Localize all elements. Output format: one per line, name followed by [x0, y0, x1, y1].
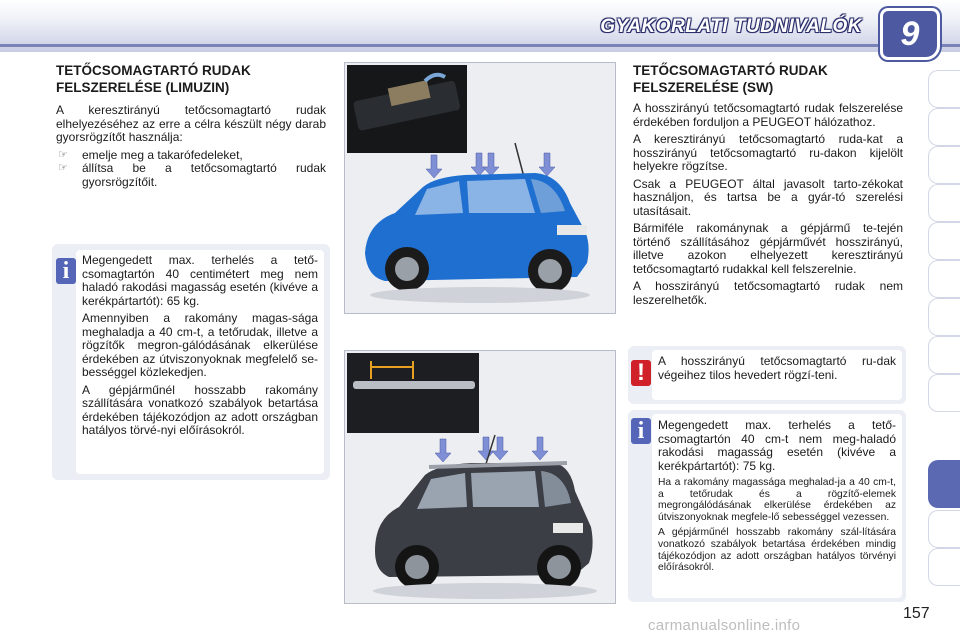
- bullet-item: [56, 162, 326, 189]
- warning-icon: !: [631, 360, 651, 386]
- chapter-tabs: [928, 70, 960, 615]
- section-title-line: FELSZERELÉSE (LIMUZIN): [56, 80, 230, 95]
- page-number: 157: [903, 605, 930, 622]
- limuzin-instructions: [56, 104, 326, 189]
- intro-paragraph: A keresztirányú tetőcsomagtartó rudak elhelyezéséhez az erre a célra készült négy darab gyorsrögzítőt használja:: [56, 103, 326, 144]
- bullet-item: [56, 149, 326, 163]
- sw-instructions: [633, 102, 903, 311]
- watermark: carmanualsonline.info: [648, 617, 801, 634]
- header-divider: [0, 44, 960, 47]
- chapter-tab[interactable]: [928, 70, 960, 108]
- chapter-tab[interactable]: [928, 336, 960, 374]
- chapter-tab[interactable]: [928, 298, 960, 336]
- chapter-tab[interactable]: [928, 184, 960, 222]
- chapter-title: GYAKORLATI TUDNIVALÓK: [600, 16, 862, 37]
- chapter-tab[interactable]: [928, 374, 960, 412]
- photo-sw-roof-bars: [344, 350, 616, 604]
- chapter-tab[interactable]: [928, 222, 960, 260]
- body-paragraph: Bármiféle rakománynak a gépjármű te-tején történő szállításához gépjárművét hosszirányú, illetve azokon elhelyezett keresztirányú tetőcsomagtartó rudakkal kell felszerelnie.: [633, 221, 903, 276]
- info-icon: i: [56, 258, 76, 284]
- section-title-line: TETŐCSOMAGTARTÓ RUDAK: [56, 63, 251, 78]
- note-paragraph: A gépjárműnél hosszabb rakomány szállítására vonatkozó szabályok betartása érdekében tájékozódjon az adott országban hatályos törvé-nyi előírásokról.: [82, 382, 318, 437]
- chapter-tab[interactable]: [928, 510, 960, 548]
- body-paragraph: A hosszirányú tetőcsomagtartó rudak felszerelése érdekében forduljon a PEUGEOT hálózathoz.: [633, 101, 903, 129]
- body-paragraph: A hosszirányú tetőcsomagtartó rudak nem leszerelhetők.: [633, 279, 903, 307]
- note-paragraph-small: Ha a rakomány magassága meghalad-ja a 40 cm-t, a tetőrudak és a rögzítő-elemek megrongálódásának elkerülése érdekében az útviszonyoknak megfele-lő sebességgel vezessen.: [658, 477, 896, 523]
- note-paragraph: Megengedett max. terhelés a tető-csomagtartón 40 centimétert meg nem haladó rakodási magasság esetén (kivéve a kerékpártartót): 65 kg.: [82, 253, 318, 308]
- chapter-tab[interactable]: [928, 548, 960, 586]
- body-paragraph: A keresztirányú tetőcsomagtartó ruda-kat a hosszirányú tetőcsomagtartó ru-dakon kijelölt helyekre rögzítse.: [633, 132, 903, 173]
- chapter-tab[interactable]: [928, 260, 960, 298]
- warning-note: [628, 346, 906, 404]
- info-note-body: [652, 414, 902, 598]
- warning-text: A hosszirányú tetőcsomagtartó ru-dak végeihez tilos hevedert rögzí-teni.: [658, 354, 896, 382]
- note-paragraph: Megengedett max. terhelés a tető-csomagtartón 40 cm-t nem meg-haladó rakodási magasság esetén (kivéve a kerékpártartót): 75 kg.: [658, 418, 896, 473]
- info-icon: i: [631, 418, 651, 444]
- pointing-hand-icon: ☞: [58, 162, 68, 174]
- section-title-limuzin: [56, 62, 326, 96]
- car-illustration-blue: [345, 63, 615, 313]
- chapter-tab[interactable]: [928, 146, 960, 184]
- warning-note-body: [652, 350, 902, 400]
- bullet-text: állítsa be a tetőcsomagtartó rudak gyorsrögzítőit.: [82, 161, 326, 189]
- info-note-text: [658, 419, 896, 578]
- section-title-sw: [633, 62, 909, 96]
- bullet-text: emelje meg a takarófedeleket,: [82, 147, 243, 162]
- photo-limuzin-roof-fixing: [344, 62, 616, 314]
- chapter-number-badge: 9: [880, 8, 940, 60]
- info-note-left: [52, 244, 330, 480]
- chapter-tab-active[interactable]: [928, 460, 960, 508]
- section-title-line: FELSZERELÉSE (SW): [633, 80, 774, 95]
- body-paragraph: Csak a PEUGEOT által javasolt tarto-zékokat használjon, és tartsa be a gyár-tó szerelési utasításait.: [633, 176, 903, 218]
- section-title-line: TETŐCSOMAGTARTÓ RUDAK: [633, 63, 828, 78]
- note-paragraph-small: A gépjárműnél hosszabb rakomány szál-lítására vonatkozó szabályok betartása érdekében mindig tájékozódjon az adott országban hatályos törvényi előírásokról.: [658, 527, 896, 574]
- info-note-right: [628, 410, 906, 602]
- car-illustration-grey: [345, 351, 615, 603]
- info-note-text: [82, 254, 318, 442]
- note-paragraph: Amennyiben a rakomány magas-sága meghaladja a 40 cm-t, a tetőrudak, illetve a rögzítők megron-gálódásának elkerülése érdekében az útviszonyoknak megfelelő se-bességgel közlekedjen.: [82, 311, 318, 379]
- info-note-body: [76, 250, 324, 474]
- chapter-tab[interactable]: [928, 108, 960, 146]
- pointing-hand-icon: ☞: [58, 148, 68, 161]
